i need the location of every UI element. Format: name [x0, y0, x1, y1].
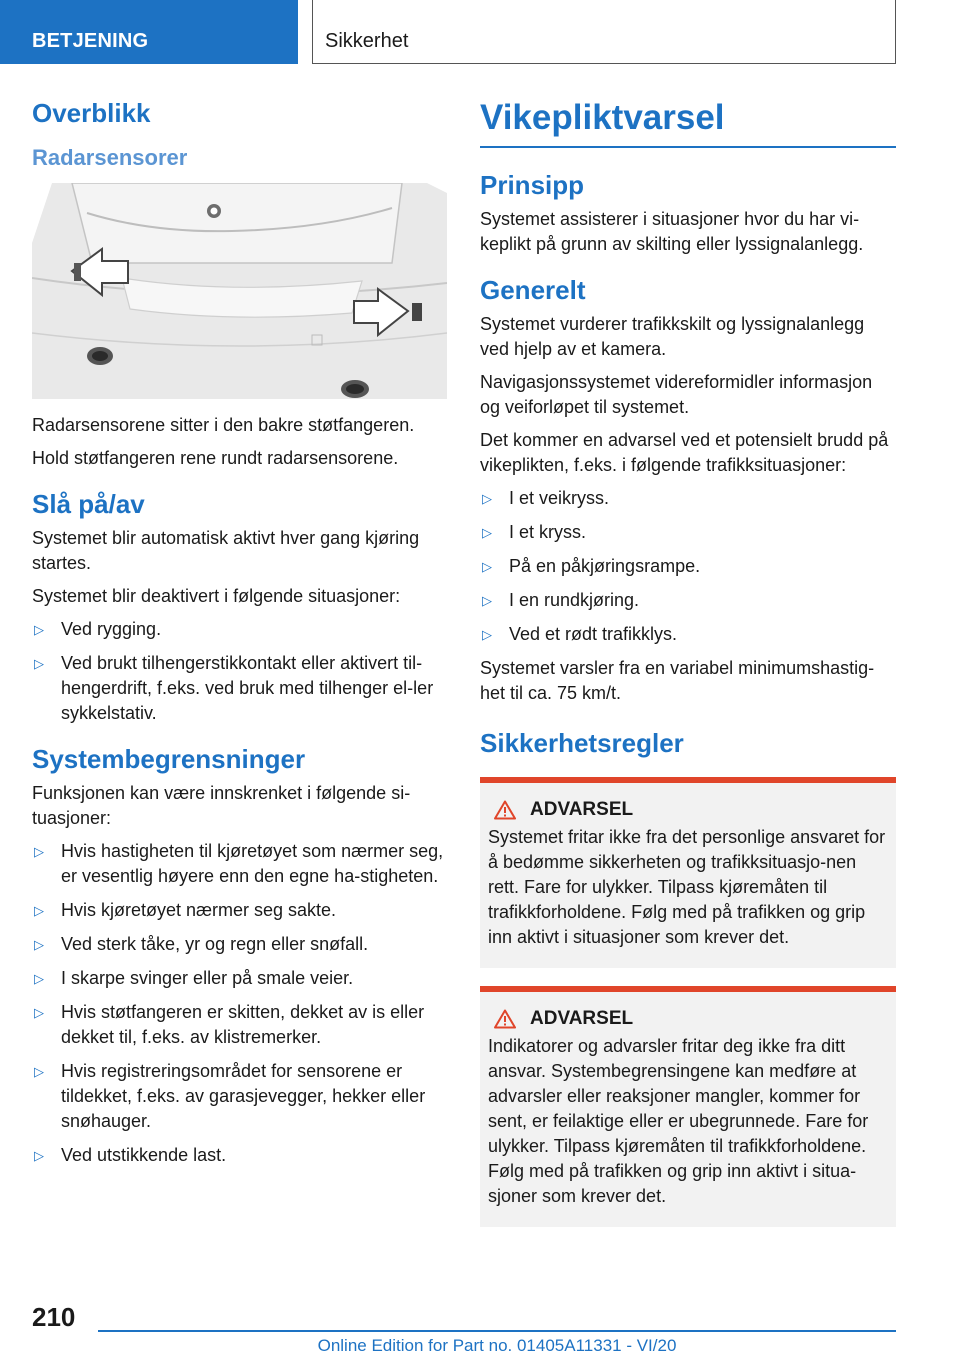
list-item: ▷ Hvis registreringsområdet for sensorene er tildekket, f.eks. av garasjevegger, hekker eller snøhauger.: [34, 1061, 426, 1131]
warning-box-1: [480, 777, 896, 968]
bullet-triangle-icon: ▷: [34, 1005, 44, 1020]
list-item: ▷ Ved utstikkende last.: [32, 1143, 450, 1168]
list-item: ▷ På en påkjøringsrampe.: [480, 554, 896, 579]
bullet-triangle-icon: ▷: [34, 903, 44, 918]
list-item: ▷ I et veikryss.: [480, 486, 896, 511]
list-item: ▷ Ved rygging.: [32, 617, 450, 642]
principle-text: Systemet assisterer i situasjoner hvor du har vi-keplikt på grunn av skilting eller lyssignalanlegg.: [480, 209, 864, 254]
warning-title: ADVARSEL: [494, 799, 888, 821]
on-off-list: [32, 617, 450, 726]
list-item: ▷ I et kryss.: [480, 520, 896, 545]
right-column: [480, 98, 896, 1227]
bullet-triangle-icon: ▷: [482, 525, 492, 540]
list-item: ▷ Ved et rødt trafikklys.: [480, 622, 896, 647]
bullet-triangle-icon: ▷: [482, 559, 492, 574]
principle-heading: Prinsipp: [480, 170, 585, 200]
general-heading: Generelt: [480, 275, 586, 305]
warning-box-2: [480, 986, 896, 1227]
list-item: ▷ Ved brukt tilhengerstikkontakt eller aktivert til-hengerdrift, f.eks. ved bruk med tilhenger el-ler sykkelstativ.: [34, 653, 434, 723]
general-text-3: Det kommer en advarsel ved et potensielt brudd på vikeplikten, f.eks. i følgende trafikksituasjoner:: [480, 430, 889, 475]
bullet-triangle-icon: ▷: [34, 1148, 44, 1163]
list-item: ▷ Ved sterk tåke, yr og regn eller snøfall.: [32, 932, 450, 957]
on-off-heading: Slå på/av: [32, 489, 145, 519]
warning-title: ADVARSEL: [494, 1008, 888, 1030]
on-off-text-2: Systemet blir deaktivert i følgende situasjoner:: [32, 586, 401, 606]
list-item: ▷ I skarpe svinger eller på smale veier.: [32, 966, 450, 991]
bullet-triangle-icon: ▷: [34, 622, 44, 637]
bullet-triangle-icon: ▷: [482, 593, 492, 608]
edition-footer: Online Edition for Part no. 01405A11331 - VI/20: [317, 1336, 677, 1355]
limitations-list: [32, 839, 450, 1168]
general-text-2: Navigasjonssystemet videreformidler informasjon og veiforløpet til systemet.: [480, 372, 873, 417]
page-number: 210: [32, 1302, 76, 1332]
left-column: [32, 98, 450, 1177]
radar-clean-text: Hold støtfangeren rene rundt radarsensorene.: [32, 448, 399, 468]
bullet-triangle-icon: ▷: [482, 491, 492, 506]
limitations-text: Funksjonen kan være innskrenket i følgende si-tuasjoner:: [32, 783, 411, 828]
list-item: ▷ I en rundkjøring.: [480, 588, 896, 613]
car-rear-radar-illustration: [32, 183, 447, 399]
general-text-1: Systemet vurderer trafikkskilt og lyssignalanlegg ved hjelp av et kamera.: [480, 314, 865, 359]
bullet-triangle-icon: ▷: [34, 844, 44, 859]
list-item: ▷ Hvis støtfangeren er skitten, dekket av is eller dekket til, f.eks. av klistremerker.: [34, 1002, 425, 1047]
radar-location-text: Radarsensorene sitter i den bakre støtfangeren.: [32, 415, 415, 435]
on-off-text-1: Systemet blir automatisk aktivt hver gang kjøring startes.: [32, 528, 420, 573]
bullet-triangle-icon: ▷: [482, 627, 492, 642]
general-text-4: Systemet varsler fra en variabel minimumshastig-het til ca. 75 km/t.: [480, 658, 875, 703]
warning-text-2: Indikatorer og advarsler fritar deg ikke fra ditt ansvar. Systembegrensingene kan medføre at advarsler eller reaksjoner mangler, kommer for sent, er feilaktige eller er ubegrunnede. Fare for ulykker. Tilpass kjøremåten til trafikkforholdene. Følg med på trafikken og grip inn aktivt i situa-sjoner som krever det.: [488, 1036, 869, 1206]
limitations-heading: Systembegrensninger: [32, 744, 306, 774]
yield-warning-title: Vikepliktvarsel: [480, 98, 896, 148]
list-item: ▷ Hvis kjøretøyet nærmer seg sakte.: [32, 898, 450, 923]
list-item: ▷ Hvis hastigheten til kjøretøyet som nærmer seg, er vesentlig høyere enn den egne ha-stigheten.: [34, 841, 444, 886]
bullet-triangle-icon: ▷: [34, 1064, 44, 1079]
warning-text-1: Systemet fritar ikke fra det personlige ansvaret for å bedømme sikkerheten og trafikksituasjo-nen rett. Fare for ulykker. Tilpass kjøremåten til trafikkforholdene. Følg med på trafikken og grip inn aktivt i situasjoner som krever det.: [488, 827, 886, 947]
bullet-triangle-icon: ▷: [34, 656, 44, 671]
section-tab: BETJENING: [0, 0, 298, 64]
overview-heading: Overblikk: [32, 98, 151, 128]
bullet-triangle-icon: ▷: [34, 937, 44, 952]
footer-rule: [98, 1330, 896, 1332]
radar-sensors-subheading: Radarsensorer: [32, 145, 188, 170]
traffic-situations-list: [480, 486, 896, 647]
warning-triangle-icon: [494, 1009, 516, 1029]
warning-triangle-icon: [494, 800, 516, 820]
chapter-tab: Sikkerhet: [312, 0, 896, 64]
bullet-triangle-icon: ▷: [34, 971, 44, 986]
safety-rules-heading: Sikkerhetsregler: [480, 728, 684, 758]
